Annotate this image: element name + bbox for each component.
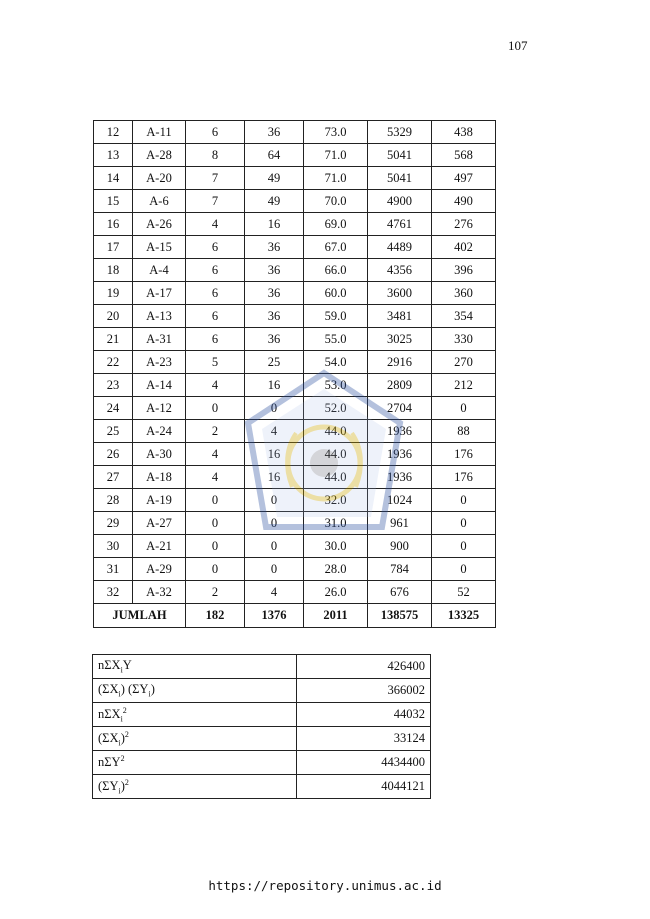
table-cell: 67.0 bbox=[304, 236, 368, 259]
table-cell: 25 bbox=[94, 420, 133, 443]
summary-label: nΣY$^2$ bbox=[93, 751, 297, 775]
table-cell: 66.0 bbox=[304, 259, 368, 282]
table-row bbox=[94, 420, 496, 443]
table-cell: 52 bbox=[432, 581, 496, 604]
table-cell: A-13 bbox=[133, 305, 186, 328]
summary-label: nΣX$_i^2$ bbox=[93, 703, 297, 727]
table-cell: 28.0 bbox=[304, 558, 368, 581]
table-cell: A-24 bbox=[133, 420, 186, 443]
table-cell: A-27 bbox=[133, 512, 186, 535]
table-cell: 0 bbox=[186, 512, 245, 535]
table-cell: 784 bbox=[368, 558, 432, 581]
table-cell: 0 bbox=[432, 512, 496, 535]
table-cell: 73.0 bbox=[304, 121, 368, 144]
table-cell: 54.0 bbox=[304, 351, 368, 374]
table-cell: 60.0 bbox=[304, 282, 368, 305]
table-cell: 3600 bbox=[368, 282, 432, 305]
summary-value: 426400 bbox=[297, 655, 431, 679]
table-cell: 0 bbox=[186, 397, 245, 420]
table-cell: 17 bbox=[94, 236, 133, 259]
table-cell: 29 bbox=[94, 512, 133, 535]
table-cell: 4 bbox=[186, 443, 245, 466]
table-cell: 44.0 bbox=[304, 420, 368, 443]
table-row bbox=[94, 213, 496, 236]
table-cell: 64 bbox=[245, 144, 304, 167]
table-cell: 32 bbox=[94, 581, 133, 604]
summary-value: 4434400 bbox=[297, 751, 431, 775]
table-cell: 3481 bbox=[368, 305, 432, 328]
table-row bbox=[94, 121, 496, 144]
table-cell: 0 bbox=[245, 558, 304, 581]
table-cell: 270 bbox=[432, 351, 496, 374]
table-cell: 0 bbox=[245, 512, 304, 535]
table-cell: 31 bbox=[94, 558, 133, 581]
summary-row bbox=[93, 775, 431, 799]
table-cell: 1024 bbox=[368, 489, 432, 512]
table-cell: 2 bbox=[186, 581, 245, 604]
table-cell: A-29 bbox=[133, 558, 186, 581]
table-cell: 961 bbox=[368, 512, 432, 535]
summary-row bbox=[93, 727, 431, 751]
table-cell: 31.0 bbox=[304, 512, 368, 535]
table-cell: 53.0 bbox=[304, 374, 368, 397]
table-cell: 2809 bbox=[368, 374, 432, 397]
summary-value: 44032 bbox=[297, 703, 431, 727]
table-cell: 568 bbox=[432, 144, 496, 167]
table-row bbox=[94, 443, 496, 466]
table-cell: 0 bbox=[186, 489, 245, 512]
table-cell: 7 bbox=[186, 167, 245, 190]
table-cell: 36 bbox=[245, 282, 304, 305]
table-cell: A-31 bbox=[133, 328, 186, 351]
table-cell: 6 bbox=[186, 328, 245, 351]
table-cell: 4 bbox=[245, 420, 304, 443]
table-cell: 1936 bbox=[368, 443, 432, 466]
table-cell: A-30 bbox=[133, 443, 186, 466]
table-row bbox=[94, 558, 496, 581]
table-cell: 12 bbox=[94, 121, 133, 144]
table-cell: 18 bbox=[94, 259, 133, 282]
summary-row bbox=[93, 655, 431, 679]
table-cell: 7 bbox=[186, 190, 245, 213]
table-cell: 49 bbox=[245, 190, 304, 213]
table-cell: 2704 bbox=[368, 397, 432, 420]
table-cell: 13 bbox=[94, 144, 133, 167]
table-cell: 396 bbox=[432, 259, 496, 282]
table-row bbox=[94, 144, 496, 167]
table-cell: A-11 bbox=[133, 121, 186, 144]
table-cell: 0 bbox=[186, 558, 245, 581]
table-cell: 0 bbox=[432, 397, 496, 420]
table-cell: 900 bbox=[368, 535, 432, 558]
table-cell: 4 bbox=[186, 466, 245, 489]
table-cell: 4489 bbox=[368, 236, 432, 259]
table-cell: 6 bbox=[186, 305, 245, 328]
table-cell: 2916 bbox=[368, 351, 432, 374]
table-cell: 28 bbox=[94, 489, 133, 512]
table-cell: 6 bbox=[186, 236, 245, 259]
table-cell: 52.0 bbox=[304, 397, 368, 420]
table-cell: 5041 bbox=[368, 144, 432, 167]
table-cell: 4 bbox=[245, 581, 304, 604]
table-cell: A-15 bbox=[133, 236, 186, 259]
table-cell: 0 bbox=[245, 535, 304, 558]
table-cell: 2 bbox=[186, 420, 245, 443]
table-row bbox=[94, 305, 496, 328]
table-row bbox=[94, 282, 496, 305]
table-cell: A-21 bbox=[133, 535, 186, 558]
table-cell: 55.0 bbox=[304, 328, 368, 351]
table-cell: A-6 bbox=[133, 190, 186, 213]
table-cell: 8 bbox=[186, 144, 245, 167]
table-cell: 27 bbox=[94, 466, 133, 489]
table-cell: 88 bbox=[432, 420, 496, 443]
summary-row bbox=[93, 703, 431, 727]
table-cell: A-18 bbox=[133, 466, 186, 489]
table-cell: 49 bbox=[245, 167, 304, 190]
table-cell: 6 bbox=[186, 282, 245, 305]
table-cell: 0 bbox=[245, 397, 304, 420]
table-cell: A-26 bbox=[133, 213, 186, 236]
table-cell: 1936 bbox=[368, 420, 432, 443]
summary-value: 4044121 bbox=[297, 775, 431, 799]
table-row bbox=[94, 351, 496, 374]
table-cell: 438 bbox=[432, 121, 496, 144]
table-cell: 5329 bbox=[368, 121, 432, 144]
table-cell: 4761 bbox=[368, 213, 432, 236]
table-cell: 4356 bbox=[368, 259, 432, 282]
summary-value: 33124 bbox=[297, 727, 431, 751]
table-cell: 330 bbox=[432, 328, 496, 351]
table-cell: 1936 bbox=[368, 466, 432, 489]
table-cell: 16 bbox=[245, 213, 304, 236]
table-cell: 4900 bbox=[368, 190, 432, 213]
table-cell: 402 bbox=[432, 236, 496, 259]
table-cell: 176 bbox=[432, 443, 496, 466]
table-cell: 21 bbox=[94, 328, 133, 351]
table-row bbox=[94, 190, 496, 213]
table-row bbox=[94, 259, 496, 282]
table-cell: 30 bbox=[94, 535, 133, 558]
total-value: 138575 bbox=[368, 604, 432, 628]
summary-row bbox=[93, 679, 431, 703]
table-cell: 497 bbox=[432, 167, 496, 190]
table-cell: 44.0 bbox=[304, 443, 368, 466]
table-cell: 6 bbox=[186, 121, 245, 144]
table-cell: A-14 bbox=[133, 374, 186, 397]
table-row bbox=[94, 466, 496, 489]
table-cell: 212 bbox=[432, 374, 496, 397]
summary-label: $(\Sigma X_i)$ $(\Sigma Y_i)$ bbox=[93, 679, 297, 703]
table-cell: 36 bbox=[245, 236, 304, 259]
table-cell: A-23 bbox=[133, 351, 186, 374]
repository-url: https://repository.unimus.ac.id bbox=[208, 878, 442, 893]
summary-table bbox=[92, 654, 431, 799]
table-cell: 0 bbox=[186, 535, 245, 558]
table-cell: 69.0 bbox=[304, 213, 368, 236]
total-value: 13325 bbox=[432, 604, 496, 628]
table-row bbox=[94, 397, 496, 420]
table-row bbox=[94, 512, 496, 535]
table-cell: A-32 bbox=[133, 581, 186, 604]
table-cell: 26.0 bbox=[304, 581, 368, 604]
table-cell: 23 bbox=[94, 374, 133, 397]
table-row bbox=[94, 489, 496, 512]
table-cell: 19 bbox=[94, 282, 133, 305]
page-number: 107 bbox=[508, 38, 528, 53]
table-cell: 5041 bbox=[368, 167, 432, 190]
summary-value: 366002 bbox=[297, 679, 431, 703]
table-cell: 14 bbox=[94, 167, 133, 190]
summary-label: $(\Sigma Y_i)^2$ bbox=[93, 775, 297, 799]
table-cell: 360 bbox=[432, 282, 496, 305]
table-cell: 15 bbox=[94, 190, 133, 213]
table-row bbox=[94, 167, 496, 190]
table-cell: 354 bbox=[432, 305, 496, 328]
table-cell: A-4 bbox=[133, 259, 186, 282]
table-cell: 0 bbox=[432, 558, 496, 581]
table-cell: 176 bbox=[432, 466, 496, 489]
table-row bbox=[94, 581, 496, 604]
table-cell: 71.0 bbox=[304, 144, 368, 167]
table-cell: 0 bbox=[432, 489, 496, 512]
table-cell: 0 bbox=[432, 535, 496, 558]
table-cell: 4 bbox=[186, 213, 245, 236]
table-cell: 36 bbox=[245, 121, 304, 144]
summary-label: $(\Sigma X_i)^2$ bbox=[93, 727, 297, 751]
total-value: 1376 bbox=[245, 604, 304, 628]
table-cell: A-17 bbox=[133, 282, 186, 305]
table-cell: 0 bbox=[245, 489, 304, 512]
table-cell: 5 bbox=[186, 351, 245, 374]
table-cell: A-28 bbox=[133, 144, 186, 167]
table-cell: 44.0 bbox=[304, 466, 368, 489]
data-table bbox=[93, 120, 496, 628]
table-cell: 3025 bbox=[368, 328, 432, 351]
table-cell: 25 bbox=[245, 351, 304, 374]
table-cell: 36 bbox=[245, 305, 304, 328]
table-cell: 16 bbox=[94, 213, 133, 236]
table-cell: 20 bbox=[94, 305, 133, 328]
total-value: 2011 bbox=[304, 604, 368, 628]
table-cell: 4 bbox=[186, 374, 245, 397]
table-cell: 71.0 bbox=[304, 167, 368, 190]
summary-label: nΣX$_i$Y bbox=[93, 655, 297, 679]
table-cell: 70.0 bbox=[304, 190, 368, 213]
table-cell: 16 bbox=[245, 466, 304, 489]
total-value: 182 bbox=[186, 604, 245, 628]
table-cell: 36 bbox=[245, 328, 304, 351]
table-cell: 676 bbox=[368, 581, 432, 604]
table-row bbox=[94, 328, 496, 351]
table-cell: 16 bbox=[245, 443, 304, 466]
table-cell: 30.0 bbox=[304, 535, 368, 558]
table-cell: 59.0 bbox=[304, 305, 368, 328]
total-label: JUMLAH bbox=[94, 604, 186, 628]
table-cell: 22 bbox=[94, 351, 133, 374]
table-cell: A-20 bbox=[133, 167, 186, 190]
table-cell: 16 bbox=[245, 374, 304, 397]
table-row bbox=[94, 535, 496, 558]
total-row bbox=[94, 604, 496, 628]
table-cell: 276 bbox=[432, 213, 496, 236]
table-cell: A-12 bbox=[133, 397, 186, 420]
table-cell: 24 bbox=[94, 397, 133, 420]
table-cell: 490 bbox=[432, 190, 496, 213]
table-cell: 26 bbox=[94, 443, 133, 466]
table-cell: 36 bbox=[245, 259, 304, 282]
table-row bbox=[94, 374, 496, 397]
summary-row bbox=[93, 751, 431, 775]
table-row bbox=[94, 236, 496, 259]
table-cell: A-19 bbox=[133, 489, 186, 512]
table-cell: 6 bbox=[186, 259, 245, 282]
table-cell: 32.0 bbox=[304, 489, 368, 512]
